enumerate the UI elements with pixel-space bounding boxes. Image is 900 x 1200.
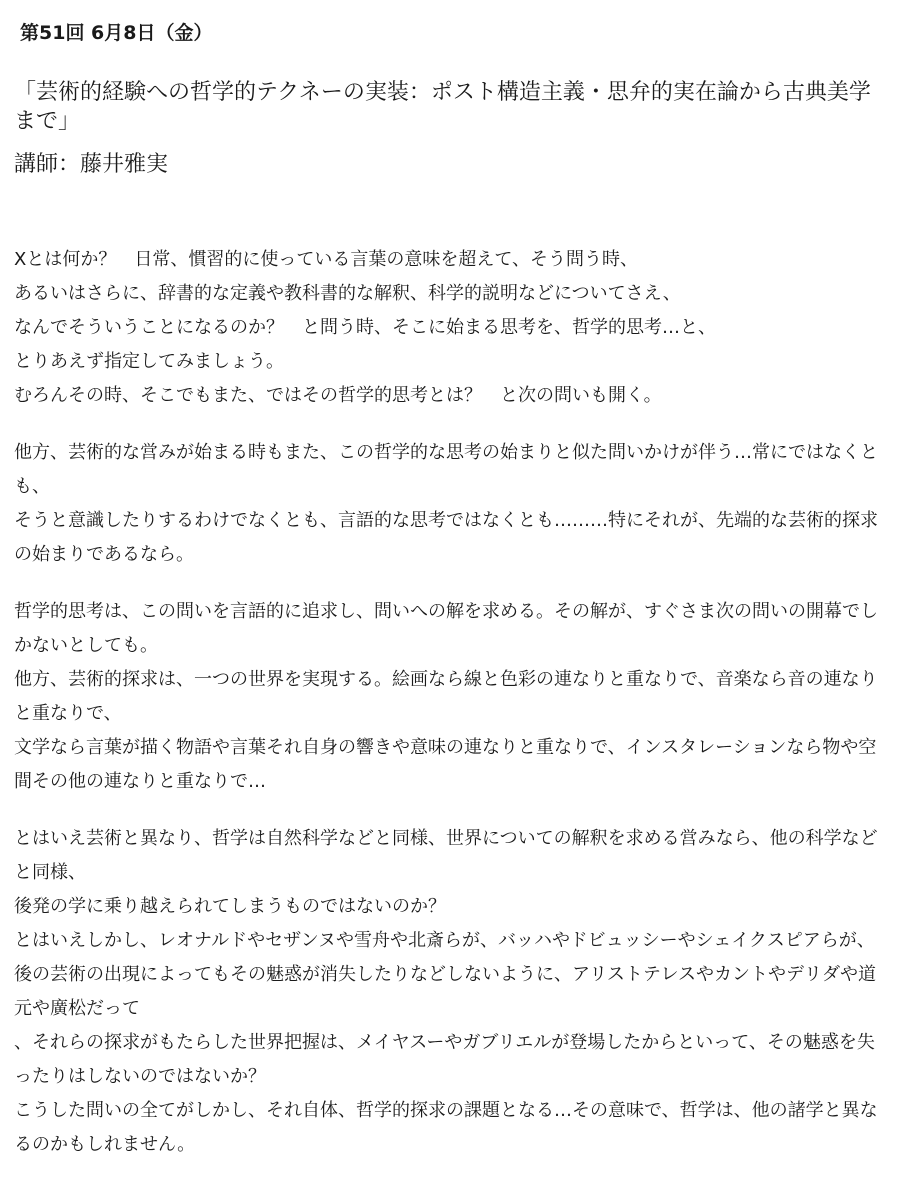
text-line: 後の芸術の出現によってもその魅惑が消失したりなどしないように、アリストテレスやカントやデリダや道元や廣松だって <box>14 964 877 1019</box>
lecture-description <box>14 243 886 1162</box>
text-line: 哲学的思考は、この問いを言語的に追求し、問いへの解を求める。その解が、すぐさま次の問いの開幕でしかないとしても。 <box>14 601 878 656</box>
text-line: とりあえず指定してみましょう。 <box>14 351 284 372</box>
text-line: 文学なら言葉が描く物語や言葉それ自身の響きや意味の連なりと重なりで、インスタレーションなら物や空間その他の連なりと重なりで… <box>14 737 877 792</box>
text-line: 他方、芸術的探求は、一つの世界を実現する。絵画なら線と色彩の連なりと重なりで、音楽なら音の連なりと重なりで、 <box>14 669 878 724</box>
text-line: 後発の学に乗り越えられてしまうものではないのか？ <box>14 896 446 917</box>
text-line: とはいえしかし、レオナルドやセザンヌや雪舟や北斎らが、バッハやドビュッシーやシェイクスピアらが、 <box>14 930 875 951</box>
lecturer-name: 講師：藤井雅実 <box>14 152 169 177</box>
text-line: そうと意識したりするわけでなくとも、言語的な思考ではなくとも………特にそれが、先端的な芸術的探求の始まりであるなら。 <box>14 510 878 565</box>
text-line: あるいはさらに、辞書的な定義や教科書的な解釈、科学的説明などについてさえ、 <box>14 283 681 304</box>
paragraph-1 <box>14 243 886 413</box>
text-line: 、それらの探求がもたらした世界把握は、メイヤスーやガブリエルが登場したからといって、その魅惑を失ったりはしないのではないか？ <box>14 1032 875 1087</box>
paragraph-3 <box>14 595 886 799</box>
session-heading: 第51回 6月8日（金） <box>20 22 213 44</box>
text-line: むろんその時、そこでもまた、ではその哲学的思考とは？ と次の問いも開く。 <box>14 385 662 406</box>
paragraph-4 <box>14 822 886 1162</box>
text-line: なんでそういうことになるのか？ と問う時、そこに始まる思考を、哲学的思考…と、 <box>14 317 716 338</box>
text-line: Xとは何か？ 日常、慣習的に使っている言葉の意味を超えて、そう問う時、 <box>14 249 638 270</box>
paragraph-2 <box>14 436 886 572</box>
text-line: 他方、芸術的な営みが始まる時もまた、この哲学的な思考の始まりと似た問いかけが伴う…常にではなくとも、 <box>14 442 878 497</box>
lecture-title: 「芸術的経験への哲学的テクネーの実装：ポスト構造主義・思弁的実在論から古典美学まで」 <box>14 80 871 134</box>
text-line: とはいえ芸術と異なり、哲学は自然科学などと同様、世界についての解釈を求める営みなら、他の科学などと同様、 <box>14 828 878 883</box>
text-line: こうした問いの全てがしかし、それ自体、哲学的探求の課題となる…その意味で、哲学は、他の諸学と異なるのかもしれません。 <box>14 1100 878 1155</box>
